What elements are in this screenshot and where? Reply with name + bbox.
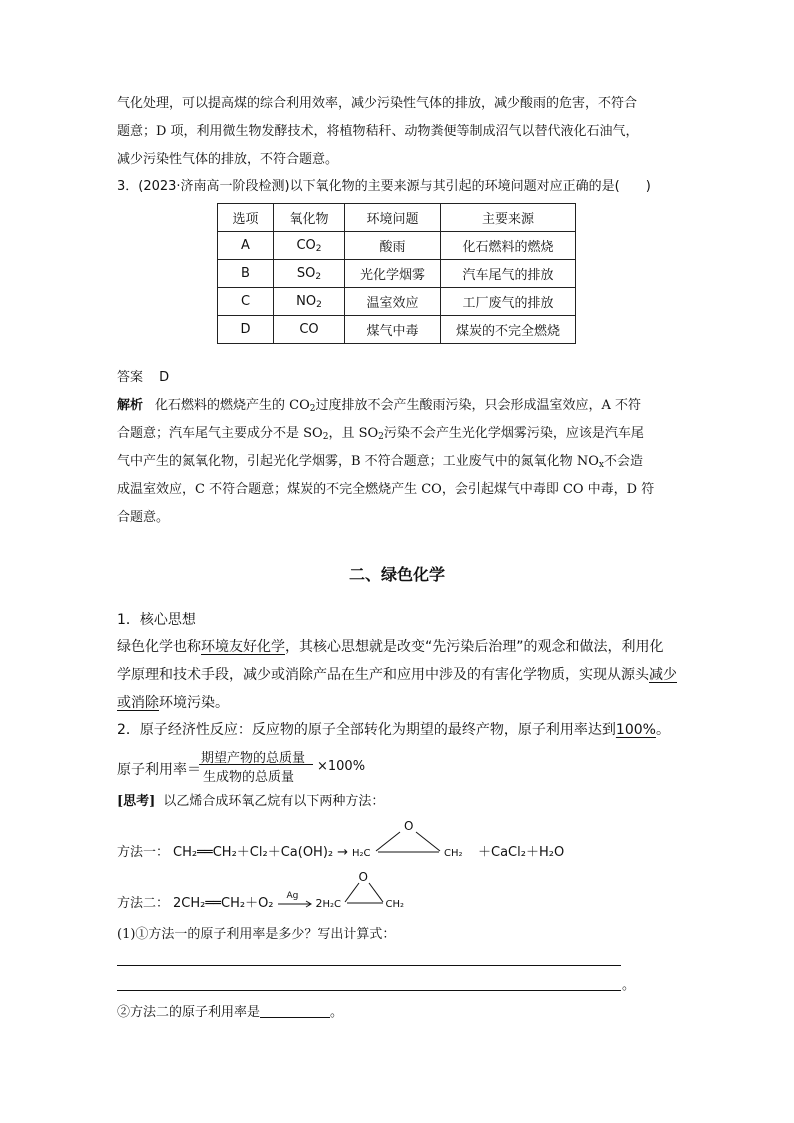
core-idea-line-1: 绿色化学也称环境友好化学，其核心思想就是改变“先污染后治理”的观念和做法，利用化 (117, 639, 664, 655)
intro-line-3: 减少污染性气体的排放，不符合题意。 (117, 152, 339, 167)
table-row (218, 260, 576, 288)
problem-cell: 煤气中毒 (345, 316, 441, 344)
table-header: 氧化物 (274, 204, 345, 232)
method-1-reactants: CH₂══CH₂＋Cl₂＋Ca(OH)₂ (173, 845, 334, 860)
option-letter: D (218, 316, 274, 344)
analysis-line-4: 成温室效应，C 不符合题意；煤炭的不完全燃烧产生 CO，会引起煤气中毒即 CO 中毒，D 符 (117, 482, 655, 497)
catalyst-label: Ag (286, 891, 299, 901)
table-row (218, 316, 576, 344)
formula-denominator: 生成物的总质量 (203, 770, 295, 785)
fraction-bar (199, 764, 313, 765)
atom-economy-line: 2．原子经济性反应：反应物的原子全部转化为期望的最终产物，原子利用率达到100%。 (117, 722, 670, 738)
core-idea-line-2: 学原理和技术手段，减少或消除产品在生产和应用中涉及的有害化学物质，实现从源头减少 (117, 667, 677, 683)
method-2 (117, 870, 405, 913)
analysis-line-1: 解析 化石燃料的燃烧产生的 $CO_2$过度排放不会产生酸雨污染，只会形成温室效应，A 不符 (117, 398, 642, 414)
options-table (217, 203, 576, 344)
problem-cell: 酸雨 (345, 232, 441, 260)
analysis-line-3: 气中产生的氮氧化物，引起光化学烟雾，B 不符合题意；工业废气中的氮氧化物 $NO_x$不会造 (117, 454, 643, 470)
source-cell: 汽车尾气的排放 (441, 260, 576, 288)
table-header: 环境问题 (345, 204, 441, 232)
formula-numerator: 期望产物的总质量 (201, 751, 306, 766)
method-1-label: 方法一： (117, 845, 170, 860)
table-row (218, 232, 576, 260)
formula-multiplier: ×100% (317, 759, 366, 774)
oxide-cell: CO (274, 316, 345, 344)
table-header: 选项 (218, 204, 274, 232)
method-1-products: ＋CaCl₂＋H₂O (478, 845, 565, 860)
source-cell: 化石燃料的燃烧 (441, 232, 576, 260)
answer-blank-line-2[interactable] (117, 990, 621, 991)
option-letter: A (218, 232, 274, 260)
reaction-arrow: → (337, 845, 349, 860)
analysis-line-5: 合题意。 (117, 510, 170, 525)
table-row (218, 288, 576, 316)
analysis-label: 解析 (117, 398, 144, 413)
table-header: 主要来源 (441, 204, 576, 232)
answer-label: 答案 (117, 370, 144, 385)
method-2-reactants: 2CH₂══CH₂＋O₂ (173, 896, 274, 911)
answer-value: D (159, 370, 170, 385)
problem-cell: 光化学烟雾 (345, 260, 441, 288)
table-header-row (218, 204, 576, 232)
answer-blank[interactable] (260, 1005, 330, 1018)
analysis-line-2: 合题意；汽车尾气主要成分不是 $SO_2$，且 $SO_2$污染不会产生光化学烟雾污染，应该是汽车尾 (117, 426, 644, 442)
option-letter: B (218, 260, 274, 288)
question-3-stem: 3．(2023·济南高一阶段检测)以下氧化物的主要来源与其引起的环境问题对应正确的是( ) (117, 179, 651, 194)
method-2-coefficient: 2 (315, 897, 323, 910)
oxide-cell: $CO_2$ (274, 232, 345, 260)
think-line: [思考] 以乙烯合成环氧乙烷有以下两种方法： (117, 794, 385, 809)
problem-cell: 温室效应 (345, 288, 441, 316)
intro-line-1: 气化处理，可以提高煤的综合利用效率，减少污染性气体的排放，减少酸雨的危害，不符合 (117, 96, 638, 111)
method-1 (117, 819, 565, 862)
question-2-prompt: ②方法二的原子利用率是 。 (117, 1005, 344, 1020)
core-idea-title: 1．核心思想 (117, 612, 196, 628)
answer-blank-line-1[interactable] (117, 965, 621, 966)
think-tag: [思考] (117, 794, 156, 809)
answer-line (117, 369, 169, 387)
method-2-label: 方法二： (117, 896, 170, 911)
formula-label: 原子利用率＝ (117, 762, 201, 778)
oxide-cell: $SO_2$ (274, 260, 345, 288)
answer-period: 。 (622, 978, 636, 993)
source-cell: 工厂废气的排放 (441, 288, 576, 316)
oxide-cell: $NO_2$ (274, 288, 345, 316)
epoxide-structure: H₂C O CH₂ (352, 844, 478, 862)
intro-line-2: 题意；D 项，利用微生物发酵技术，将植物秸秆、动物粪便等制成沼气以替代液化石油气， (117, 124, 639, 139)
question-1-prompt: (1)①方法一的原子利用率是多少？写出计算式： (117, 927, 396, 942)
epoxide-structure: H₂C O CH₂ (322, 870, 405, 910)
option-letter: C (218, 288, 274, 316)
catalyst-arrow (274, 891, 316, 913)
section-heading: 二、绿色化学 (348, 565, 445, 584)
source-cell: 煤炭的不完全燃烧 (441, 316, 576, 344)
core-idea-line-3: 或消除环境污染。 (117, 695, 229, 711)
arrow-icon (276, 895, 314, 913)
